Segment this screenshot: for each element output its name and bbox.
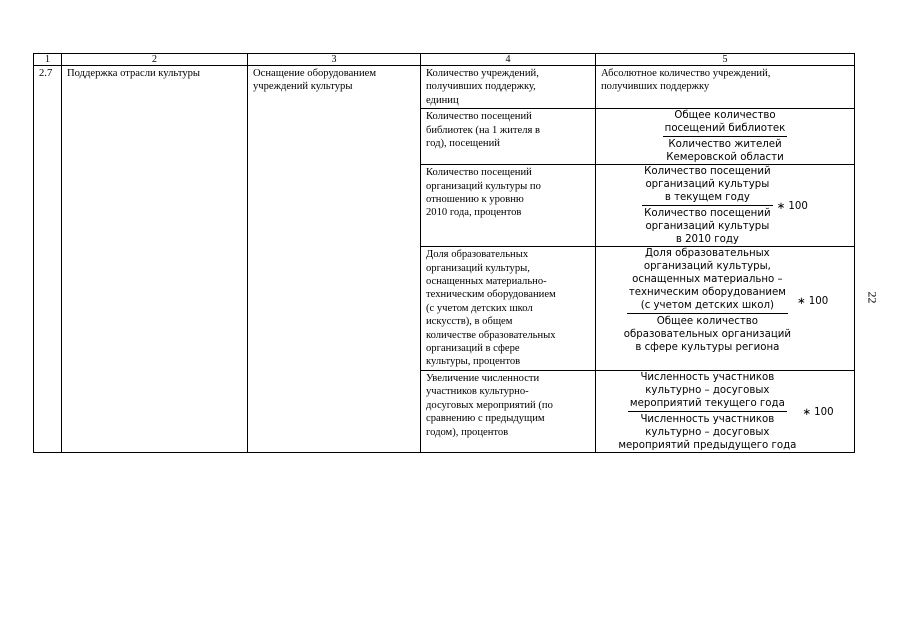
text-line: искусств), в общем [426,316,513,328]
text-line: Количество посещений [644,166,771,178]
fraction [663,109,788,164]
formula-numerator [628,371,787,412]
row-number-cell: 2.7 [34,66,62,453]
header-cell: 2 [62,54,248,66]
text-line: годом), процентов [426,426,509,438]
header-cell: 3 [248,54,421,66]
formula-multiplier: ∗ 100 [776,201,808,213]
indicator-name-cell [421,247,596,371]
formula-cell [596,165,855,247]
header-cell: 5 [596,54,855,66]
text-line: учреждений культуры [253,81,353,93]
header-cell: 1 [34,54,62,66]
table-body [34,66,855,453]
formula-cell [596,247,855,371]
fraction [642,165,772,246]
text-line: культурно – досуговых [645,384,770,396]
text-line: участников культурно- [426,386,529,398]
text-line: отношению к уровню [426,194,524,206]
formula-denominator [664,137,785,164]
text-line: культуры, процентов [426,356,521,368]
formula-numerator [663,109,788,137]
text-line: Кемеровской области [666,152,784,164]
text-line: библиотек (на 1 жителя в [426,124,541,136]
indicator-name-cell [421,165,596,247]
text-line: Количество учреждений, [426,68,539,79]
text-line: Доля образовательных [426,249,529,261]
indicator-name-cell [421,109,596,165]
text-line: Абсолютное количество учреждений, [601,68,771,79]
indicator-table [33,53,855,453]
text-line: Количество жителей [668,139,782,151]
text-line: культурно – досуговых [645,426,770,438]
text-line: Общее количество [656,316,758,328]
text-line: в сфере культуры региона [635,342,780,354]
table-header-row [34,54,855,66]
measure-cell [248,66,421,453]
formula-denominator [642,206,772,246]
table-row [34,66,855,109]
text-line: Численность участников [640,371,775,383]
text-line: техническим оборудованием [426,289,556,301]
text-line: (с учетом детских школ [426,302,533,314]
formula-cell [596,109,855,165]
formula-multiplier: ∗ 100 [802,406,834,418]
fraction [622,247,793,354]
text-line: оснащенных материально – [632,274,783,286]
formula-multiplier: ∗ 100 [797,296,829,308]
program-cell: Поддержка отрасли культуры [62,66,248,453]
text-line: Общее количество [674,110,776,122]
text-line: единиц [426,94,459,106]
formula [600,371,850,452]
text-line: Оснащение оборудованием [253,68,377,79]
text-line: Количество посещений [426,111,532,123]
text-line: посещений библиотек [664,123,786,135]
text-line: получивших поддержку [601,81,710,93]
text-line: организаций культуры [645,221,770,233]
method-cell [596,66,855,109]
text-line: оснащенных материально- [426,276,547,288]
text-line: образовательных организаций [623,329,791,341]
text-line: досуговых мероприятий (по [426,399,553,411]
text-line: количестве образовательных [426,329,556,341]
text-line: Количество посещений [644,208,771,220]
formula-cell [596,370,855,452]
header-cell: 4 [421,54,596,66]
text-line: организаций культуры по [426,180,541,192]
text-line: год), посещений [426,138,500,150]
text-line: (с учетом детских школ) [640,300,775,312]
text-line: организаций культуры, [426,262,530,274]
text-line: мероприятий текущего года [629,397,785,409]
formula-denominator [616,412,798,452]
text-line: Численность участников [640,413,775,425]
text-line: Доля образовательных [645,248,770,260]
formula-numerator [642,165,772,206]
text-line: получивших поддержку, [426,81,536,93]
indicator-name-cell [421,370,596,452]
indicator-name-cell [421,66,596,109]
text-line: организаций культуры [645,179,770,191]
formula-numerator [627,247,788,314]
formula-denominator [622,314,793,354]
fraction [616,371,798,452]
text-line: 2010 года, процентов [426,207,522,219]
text-line: сравнению с предыдущим [426,413,545,425]
formula [600,247,850,354]
text-line: техническим оборудованием [628,287,786,299]
text-line: Количество посещений [426,167,532,179]
formula [600,109,850,164]
text-line: в 2010 году [675,234,739,246]
text-line: организаций в сфере [426,343,520,355]
page-number: 22 [865,291,880,304]
text-line: мероприятий предыдущего года [618,439,797,451]
text-line: Увеличение численности [426,372,540,384]
text-line: организаций культуры, [643,261,771,273]
formula [600,165,850,246]
text-line: в текущем году [664,192,750,204]
